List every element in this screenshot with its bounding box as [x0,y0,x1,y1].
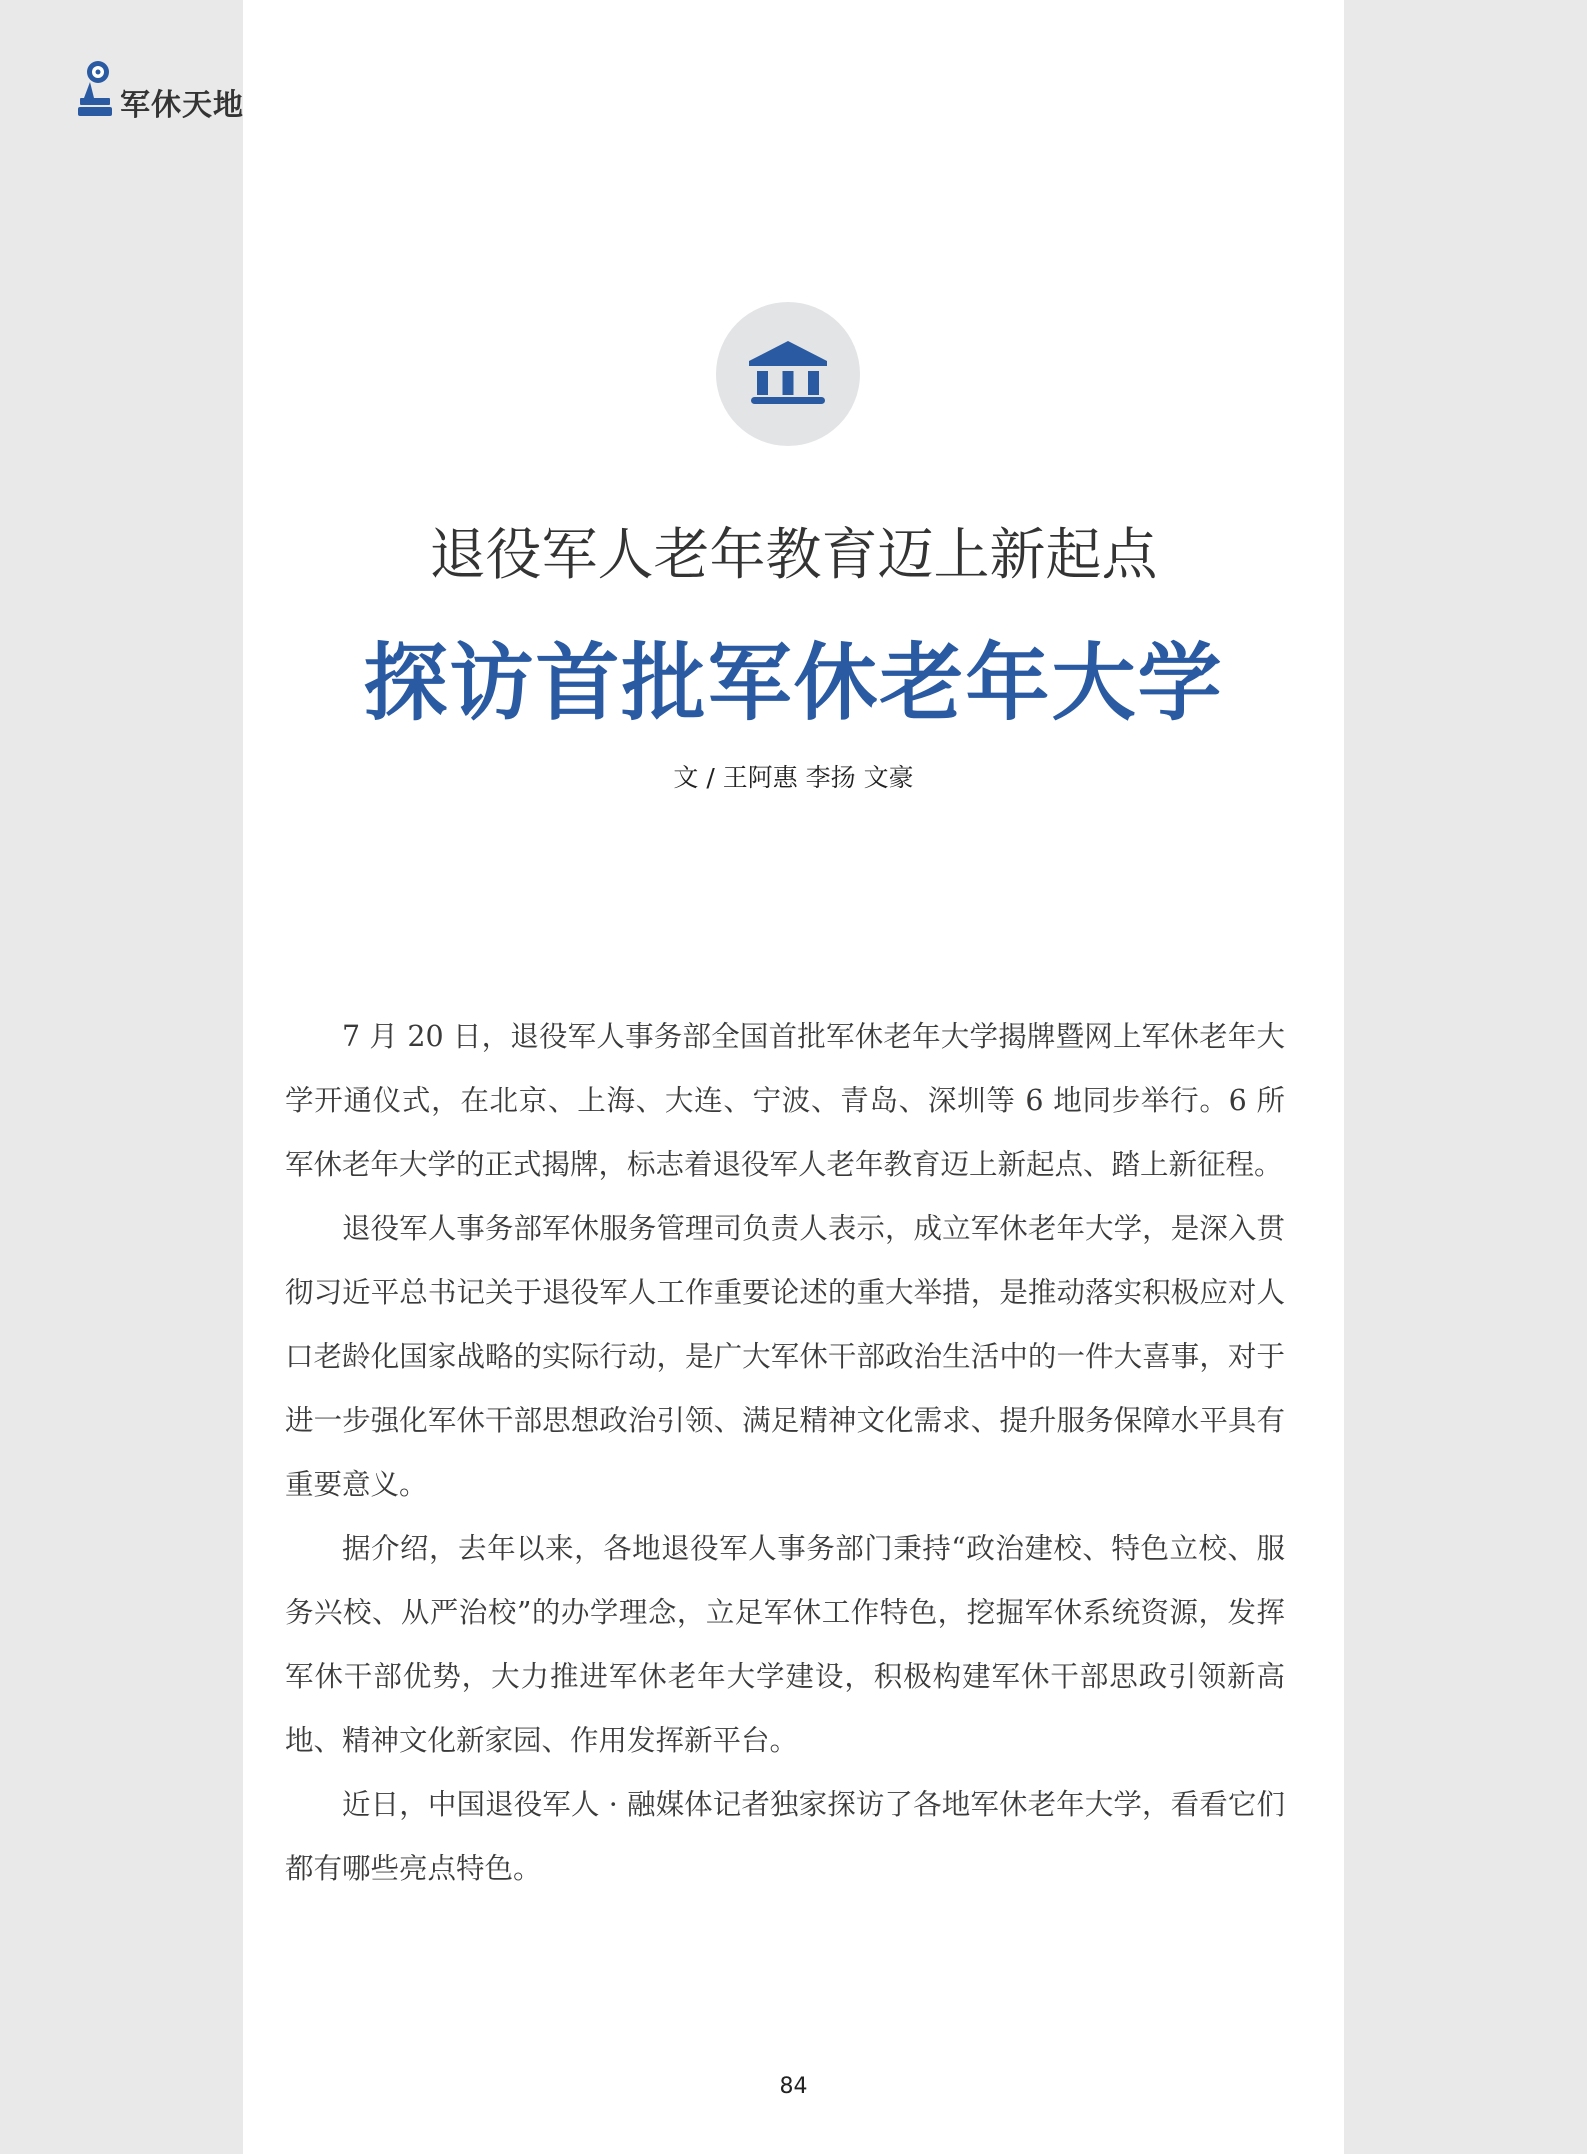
article-icon-badge [716,302,860,446]
body-paragraph: 近日，中国退役军人 · 融媒体记者独家探访了各地军休老年大学，看看它们都有哪些亮点特色。 [285,1788,1285,1885]
institution-building-icon [745,339,831,409]
body-paragraph: 退役军人事务部军休服务管理司负责人表示，成立军休老年大学，是深入贯彻习近平总书记关于退役军人工作重要论述的重大举措，是推动落实积极应对人口老龄化国家战略的实际行动，是广大军休干部政治生活中的一件大喜事，对于进一步强化军休干部思想政治引领、满足精神文化需求、提升服务保障水平具有重要意义。 [285,1212,1285,1501]
article-title: 探访首批军休老年大学 [363,634,1224,732]
section-title: 军休天地 [120,88,244,123]
section-header [76,58,244,122]
gramophone-icon [76,58,116,122]
page-number: 84 [779,2074,808,2099]
article-body [285,1005,1285,1901]
article-byline: 文 / 王阿惠 李扬 文豪 [673,763,914,792]
body-paragraph: 7 月 20 日，退役军人事务部全国首批军休老年大学揭牌暨网上军休老年大学开通仪式，在北京、上海、大连、宁波、青岛、深圳等 6 地同步举行。6 所军休老年大学的正式揭牌，标志着退役军人老年教育迈上新起点、踏上新征程。 [285,1020,1285,1181]
body-paragraph: 据介绍，去年以来，各地退役军人事务部门秉持“政治建校、特色立校、服务兴校、从严治校”的办学理念，立足军休工作特色，挖掘军休系统资源，发挥军休干部优势，大力推进军休老年大学建设，积极构建军休干部思政引领新高地、精神文化新家园、作用发挥新平台。 [285,1532,1285,1757]
article-subtitle: 退役军人老年教育迈上新起点 [429,523,1158,588]
